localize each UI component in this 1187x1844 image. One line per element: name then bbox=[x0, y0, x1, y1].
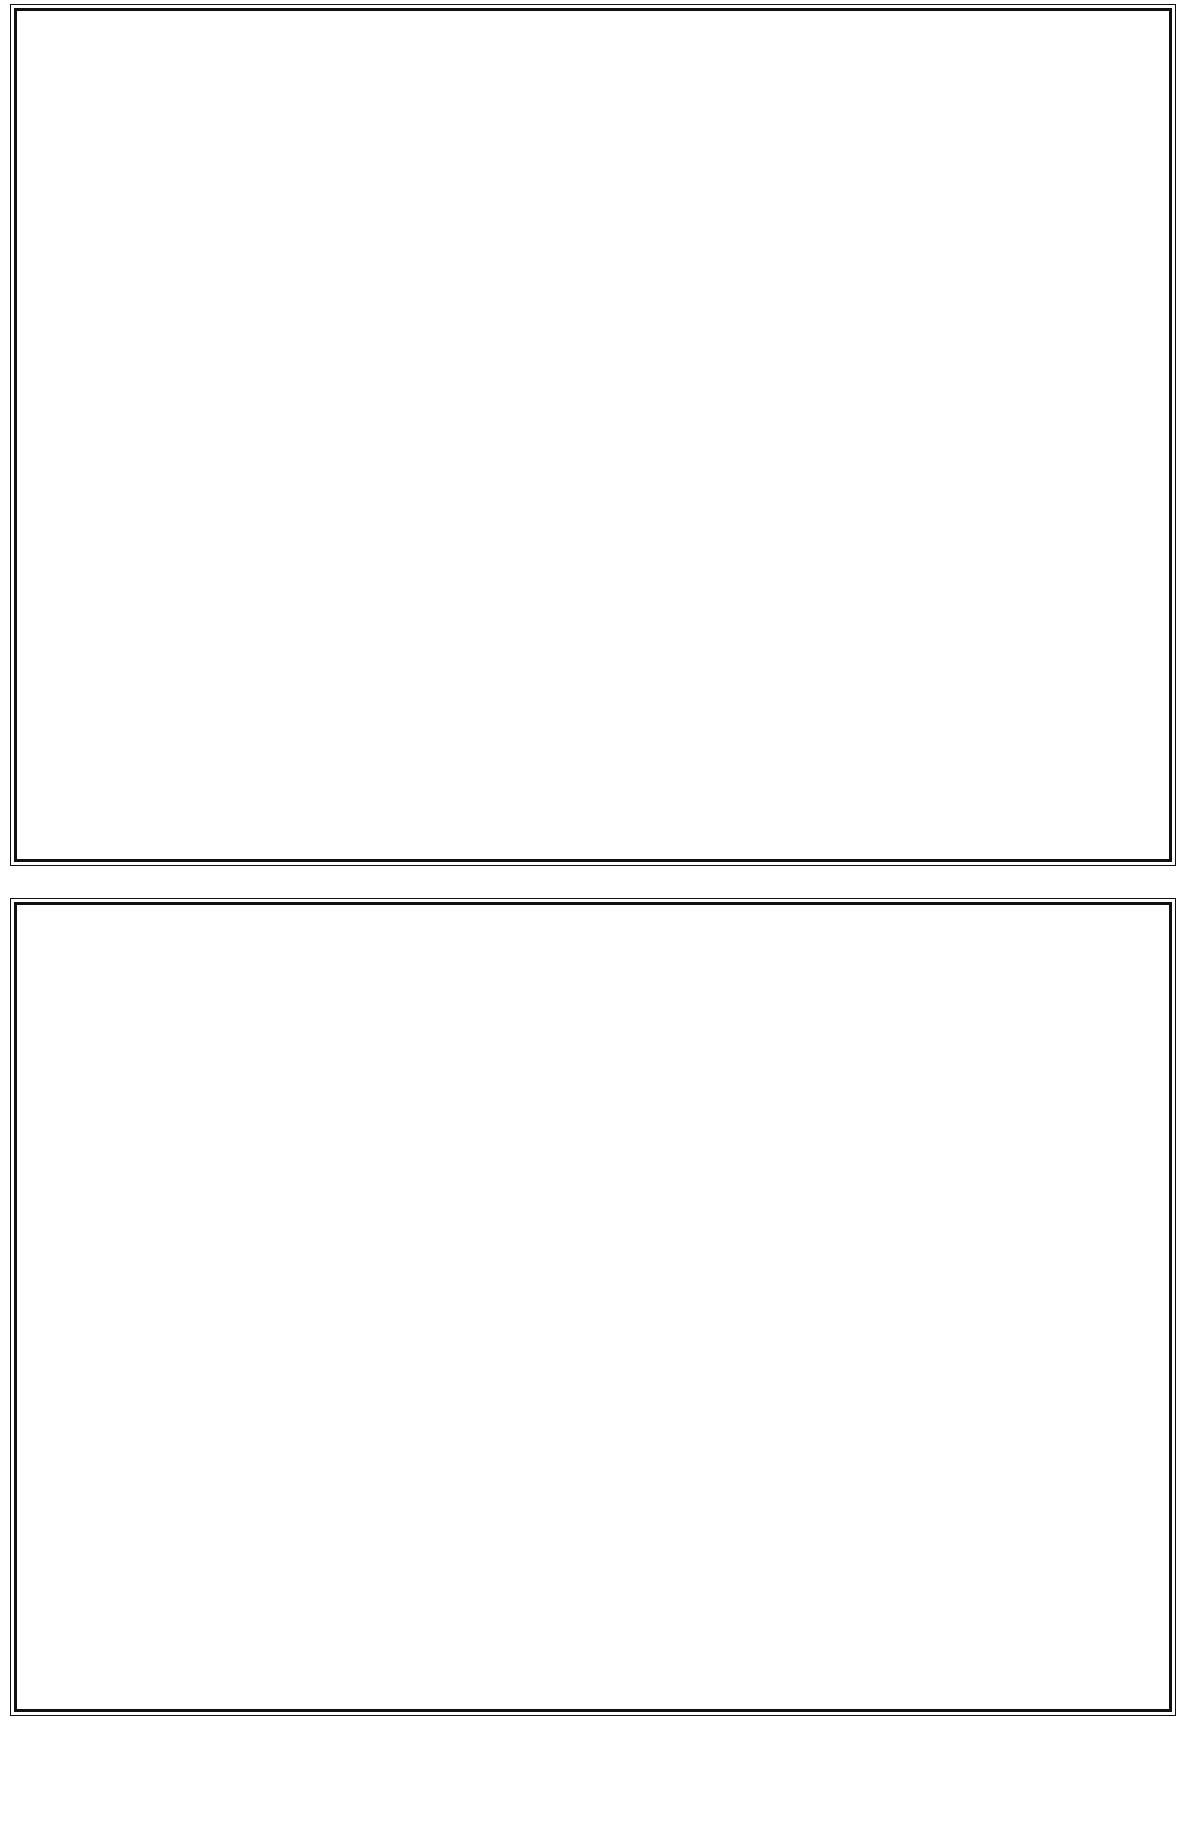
top-page bbox=[14, 8, 1172, 862]
bottom-page bbox=[14, 902, 1172, 1712]
